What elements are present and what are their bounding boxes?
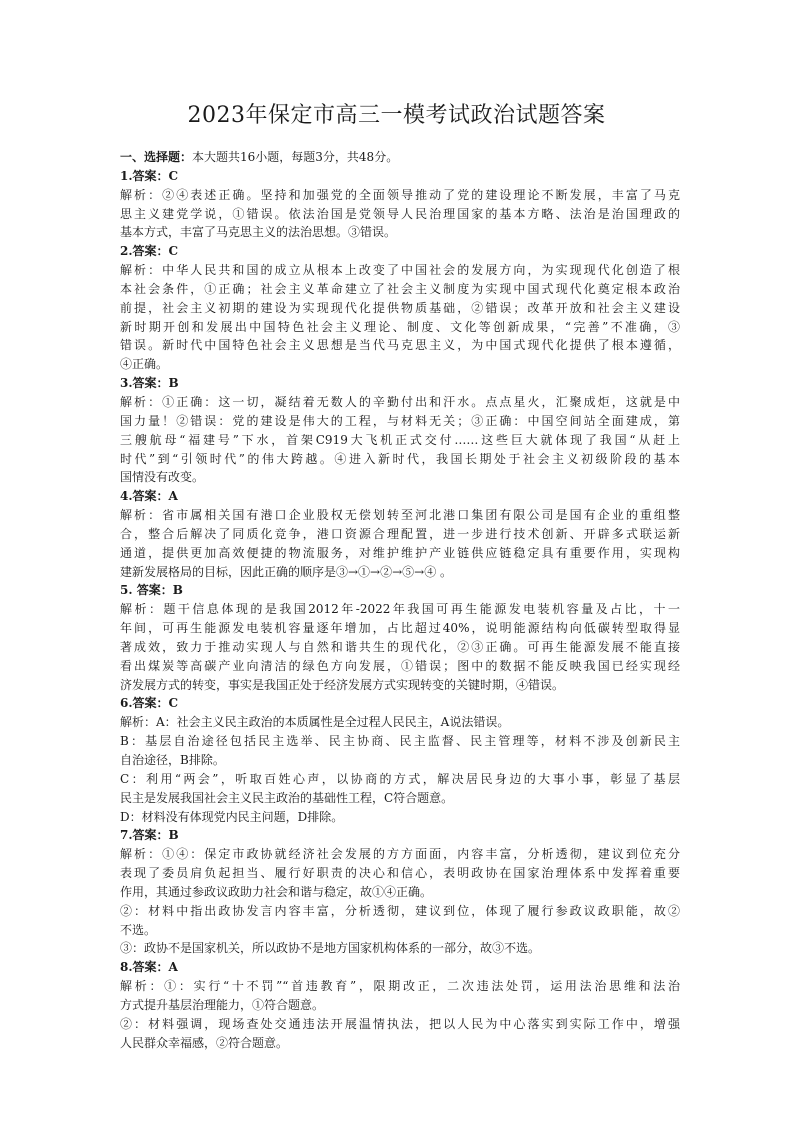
answer-text-line: 思主义建党学说，①错误。依法治国是党领导人民治理国家的基本方略、法治是治国理政的 [120,206,680,221]
section-description: 本大题共16小题，每题3分，共48分。 [192,150,399,164]
answer-text-line: 表现了委员肩负起担当、履行好职责的决心和信心，表明政协在国家治理体系中发挥着重要 [120,866,680,881]
answer-text-line: 看出煤炭等高碳产业向清洁的绿色方向发展，①错误；图中的数据不能反映我国已经实现经 [120,658,680,673]
answer-text-line: 解析：①正确：这一切，凝结着无数人的辛勤付出和汗水。点点星火，汇聚成炬，这就是中 [120,394,680,409]
answer-text-line: 方式提升基层治理能力，①符合题意。 [120,997,325,1012]
answer-text-line: ②：材料中指出政协发言内容丰富，分析透彻，建议到位，体现了履行参政议政职能，故② [120,903,680,918]
answer-text-line: 解析：②④表述正确。坚持和加强党的全面领导推动了党的建设理论不断发展，丰富了马克 [120,187,680,202]
page-title: 2023年保定市高三一模考试政治试题答案 [187,103,606,128]
answer-text-line: 济发展方式的转变，事实是我国正处于经济发展方式实现转变的关键时期，④错误。 [120,677,565,692]
answer-text-line: 民主是发展我国社会主义民主政治的基础性工程，C符合题意。 [120,790,454,805]
answer-heading: 7.答案：B [120,828,179,843]
answer-text-line: 解析：A：社会主义民主政治的本质属性是全过程人民民主，A说法错误。 [120,715,510,730]
answer-text-line: 前提，社会主义初期的建设为实现现代化提供物质基础，②错误；改革开放和社会主义建设 [120,300,680,315]
answer-text-line: B：基层自治途径包括民主选举、民主协商、民主监督、民主管理等，材料不涉及创新民主 [120,734,680,749]
answer-heading: 3.答案：B [120,376,179,391]
answer-text-line: 本社会条件，①正确；社会主义革命建立了社会主义制度为实现中国式现代化奠定根本政治 [120,281,680,296]
answer-heading: 4.答案：A [120,489,178,504]
answer-text-line: 解析：中华人民共和国的成立从根本上改变了中国社会的发展方向，为实现现代化创造了根 [120,263,680,278]
answer-content [120,148,680,1053]
answer-text-line: 解析：①④：保定市政协就经济社会发展的方方面面，内容丰富，分析透彻，建议到位充分 [120,847,680,862]
answer-heading: 5. 答案：B [120,583,183,598]
answer-heading: 1.答案：C [120,168,179,183]
answer-text-line: C：利用“两会”，听取百姓心声，以协商的方式，解决居民身边的大事小事，彰显了基层 [120,771,680,786]
answer-text-line: ②：材料强调，现场查处交通违法开展温情执法，把以人民为中心落实到实际工作中，增强 [120,1016,680,1031]
answer-text-line [120,148,680,167]
answer-heading: 2.答案：C [120,244,179,259]
answer-text-line: 人民群众幸福感，②符合题意。 [120,1035,289,1050]
answer-text-line: 合，整合后解决了同质化竞争，港口资源合理配置，进一步进行技术创新、开辟多式联运新 [120,526,680,541]
answer-text-line: 国力量！②错误：党的建设是伟大的工程，与材料无关；③正确：中国空间站全面建成，第 [120,413,680,428]
answer-text-line: ④正确。 [120,357,169,372]
answer-text-line: 著成效，致力于推动实现人与自然和谐共生的现代化，②③正确。可再生能源发展不能直接 [120,639,680,654]
answer-text-line: 三艘航母“福建号”下水，首架C919大飞机正式交付……这些巨大就体现了我国“从赶上 [120,432,680,447]
answer-heading: 8.答案：A [120,960,178,975]
answer-text-line: 基本方式，丰富了马克思主义的法治思想。③错误。 [120,225,397,240]
answer-text-line: 国情没有改变。 [120,470,205,485]
answer-text-line: 不选。 [120,922,157,937]
answer-text-line: 解析：①：实行“十不罚”“首违教育”，限期改正，二次违法处罚，运用法治思维和法治 [120,979,680,994]
answer-heading: 6.答案：C [120,696,179,711]
answer-text-line: ③：政协不是国家机关，所以政协不是地方国家机构体系的一部分，故③不选。 [120,941,541,956]
answer-text-line: 时代”到“引领时代”的伟大跨越。④进入新时代，我国长期处于社会主义初级阶段的基本 [120,451,680,466]
answer-text-line: 年间，可再生能源发电装机容量逐年增加，占比超过40%，说明能源结构向低碳转型取得显 [120,621,680,636]
answer-text-line: 建新发展格局的目标，因此正确的顺序是③→①→②→⑤→④ 。 [120,564,453,579]
answer-text-line: 新时期开创和发展出中国特色社会主义理论、制度、文化等创新成果，“完善”不准确，③ [120,319,680,334]
answer-text-line: D：材料没有体现党内民主问题，D排除。 [120,809,344,824]
answer-text-line: 通道，提供更加高效便捷的物流服务，对维护维护产业链供应链稳定具有重要作用，实现构 [120,545,680,560]
section-heading: 一、选择题： [120,150,193,164]
answer-text-line: 作用，其通过参政议政助力社会和谐与稳定，故①④正确。 [120,884,433,899]
answer-text-line: 解析：省市属相关国有港口企业股权无偿划转至河北港口集团有限公司是国有企业的重组整 [120,508,680,523]
answer-text-line: 自治途径，B排除。 [120,753,225,767]
answer-text-line: 解析：题干信息体现的是我国2012年-2022年我国可再生能源发电装机容量及占比，十一 [120,602,680,617]
answer-text-line: 错误。新时代中国特色社会主义思想是当代马克思主义，为中国式现代化提供了根本遵循， [120,338,680,353]
